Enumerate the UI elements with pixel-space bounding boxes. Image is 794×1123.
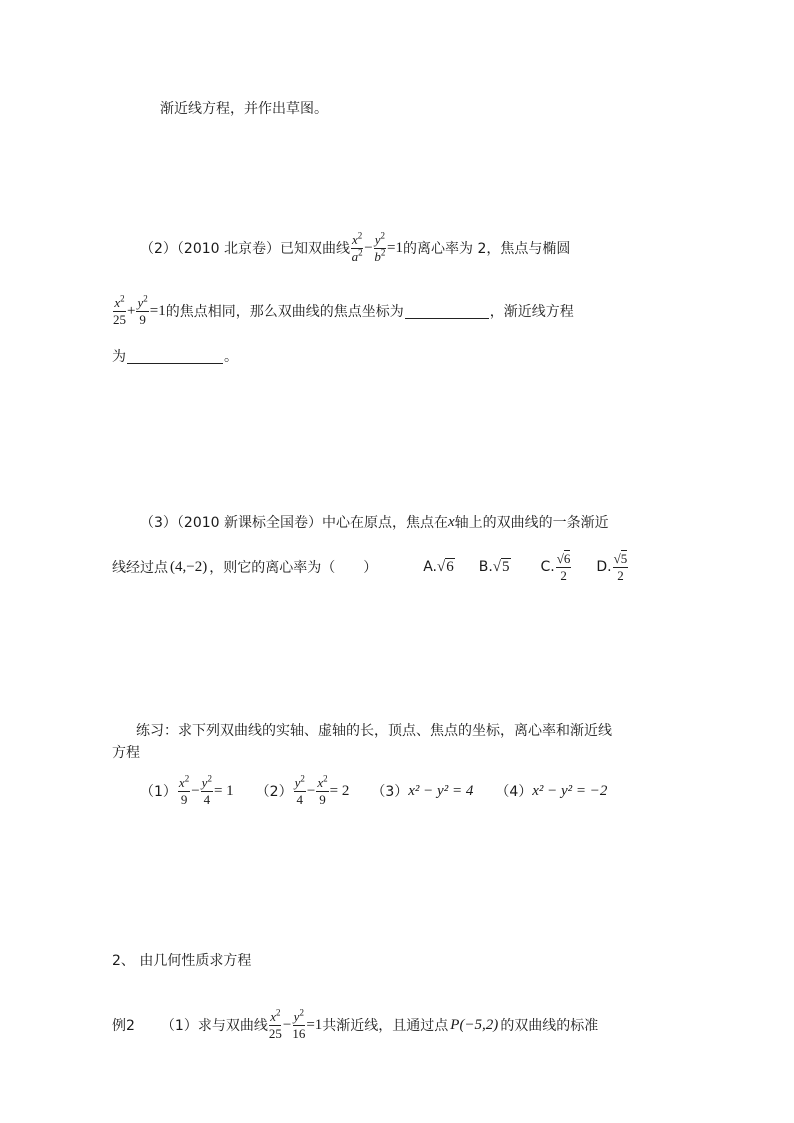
eq2-rhs: = 2 bbox=[329, 782, 350, 799]
option-b[interactable] bbox=[479, 559, 511, 576]
text: 渐近线方程，并作出草图。 bbox=[160, 101, 328, 117]
variable-x: x bbox=[448, 513, 455, 530]
example-2-suffix: 的双曲线的标准 bbox=[500, 1018, 599, 1035]
fraction-y2-b2: $\frac{y^2}{b^2}$ bbox=[374, 230, 386, 264]
fraction-y2-9: $\frac{y^2}{9}$ bbox=[137, 293, 148, 327]
text-line-asymptote-sketch bbox=[160, 98, 328, 118]
sqrt-6: √6 bbox=[436, 558, 454, 575]
fraction-x2-9b: $\frac{x^2}{9}$ bbox=[317, 773, 328, 807]
answer-blank-asymptote[interactable] bbox=[127, 349, 223, 364]
question-2-line-2-end: ，渐近线方程 bbox=[489, 304, 574, 321]
fraction-sqrt5-2: $\frac{√5}{2}$ bbox=[613, 551, 628, 583]
option-c-label: C. bbox=[540, 559, 555, 576]
practice-item-4-label: （4） bbox=[495, 784, 533, 801]
practice-line-2 bbox=[112, 742, 140, 762]
question-2-line-3 bbox=[112, 346, 238, 366]
option-d[interactable] bbox=[596, 552, 629, 582]
eq1-rhs: = 1 bbox=[213, 782, 234, 799]
section-heading-2 bbox=[112, 950, 251, 970]
eq4: x² − y² = −2 bbox=[532, 782, 608, 799]
fraction-sqrt6-2: $\frac{√6}{2}$ bbox=[556, 551, 571, 583]
fraction-x2-a2: $\frac{x^2}{a^2}$ bbox=[351, 230, 363, 264]
section-heading-text: 2、 由几何性质求方程 bbox=[112, 953, 252, 969]
question-3-line-2-mid: ，则它的离心率为（ ） bbox=[209, 560, 378, 577]
fraction-x2-25b: $\frac{x^2}{25}$ bbox=[268, 1007, 282, 1041]
example-2-middle: 共渐近线，且通过点 bbox=[322, 1018, 449, 1035]
example-2-line: 例2 （1）求与双曲线 $\frac{x^2}{25}$ − $\frac{y^2}{16}$ =1 共渐近线，且通过点 P(−5,2) 的双曲线的标准 bbox=[112, 1007, 599, 1041]
practice-text: 练习：求下列双曲线的实轴、虚轴的长，顶点、焦点的坐标，离心率和渐近线 bbox=[136, 723, 612, 739]
question-3-prefix: （3）（2010 新课标全国卷）中心在原点，焦点在 bbox=[140, 515, 448, 531]
fraction-x2-9: $\frac{x^2}{9}$ bbox=[178, 773, 190, 807]
practice-equations: （1） $\frac{x^2}{9}$ − $\frac{y^2}{4}$ = 1 （2） $\frac{y^2}{4}$ − $\frac{x^2}{9}$ = 2 （3） x² − y² = 4 （4） x² − y² = −2 bbox=[140, 773, 608, 807]
point-coordinates: (4,−2) bbox=[170, 558, 208, 575]
question-3-suffix: 轴上的双曲线的一条渐近 bbox=[454, 515, 609, 531]
question-2-line-1 bbox=[140, 230, 571, 264]
question-3-line-2-prefix: 线经过点 bbox=[112, 560, 168, 577]
example-label: 例2 bbox=[112, 1018, 135, 1035]
question-2-prefix: （2）（2010 北京卷）已知双曲线 bbox=[140, 241, 350, 258]
option-d-label: D. bbox=[596, 559, 612, 576]
question-3-line-2 bbox=[112, 552, 629, 582]
point-p: P(−5,2) bbox=[450, 1016, 499, 1033]
option-b-label: B. bbox=[478, 559, 493, 576]
practice-item-1-label: （1） bbox=[140, 784, 177, 801]
question-3-line-1 bbox=[140, 512, 609, 532]
fraction-y2-16: $\frac{y^2}{16}$ bbox=[292, 1007, 306, 1041]
fraction-y2-4: $\frac{y^2}{4}$ bbox=[201, 773, 212, 807]
question-2-line-2 bbox=[112, 293, 574, 327]
answer-blank-foci[interactable] bbox=[405, 304, 489, 319]
question-2-line-3-end: 。 bbox=[224, 349, 238, 365]
practice-item-3-label: （3） bbox=[371, 784, 409, 801]
minus-sign: − bbox=[364, 239, 373, 256]
practice-item-2-label: （2） bbox=[255, 784, 293, 801]
practice-text-cont: 方程 bbox=[112, 745, 140, 761]
equals-one: =1 bbox=[387, 239, 403, 256]
option-a[interactable] bbox=[423, 559, 455, 576]
eq3: x² − y² = 4 bbox=[408, 782, 474, 799]
example-2-prefix: （1）求与双曲线 bbox=[160, 1018, 268, 1035]
plus-sign: + bbox=[127, 302, 136, 319]
option-c[interactable] bbox=[541, 552, 573, 582]
fraction-x2-25: $\frac{x^2}{25}$ bbox=[113, 293, 126, 327]
question-2-line-3-prefix: 为 bbox=[112, 349, 126, 365]
question-2-line-2-text: 的焦点相同，那么双曲线的焦点坐标为 bbox=[165, 304, 404, 321]
equals-one: =1 bbox=[149, 302, 166, 319]
fraction-y2-4b: $\frac{y^2}{4}$ bbox=[294, 773, 305, 807]
sqrt-5: √5 bbox=[492, 558, 510, 575]
option-a-label: A. bbox=[423, 559, 437, 576]
question-2-middle: 的离心率为 2，焦点与椭圆 bbox=[403, 241, 571, 258]
practice-line-1 bbox=[136, 720, 612, 740]
